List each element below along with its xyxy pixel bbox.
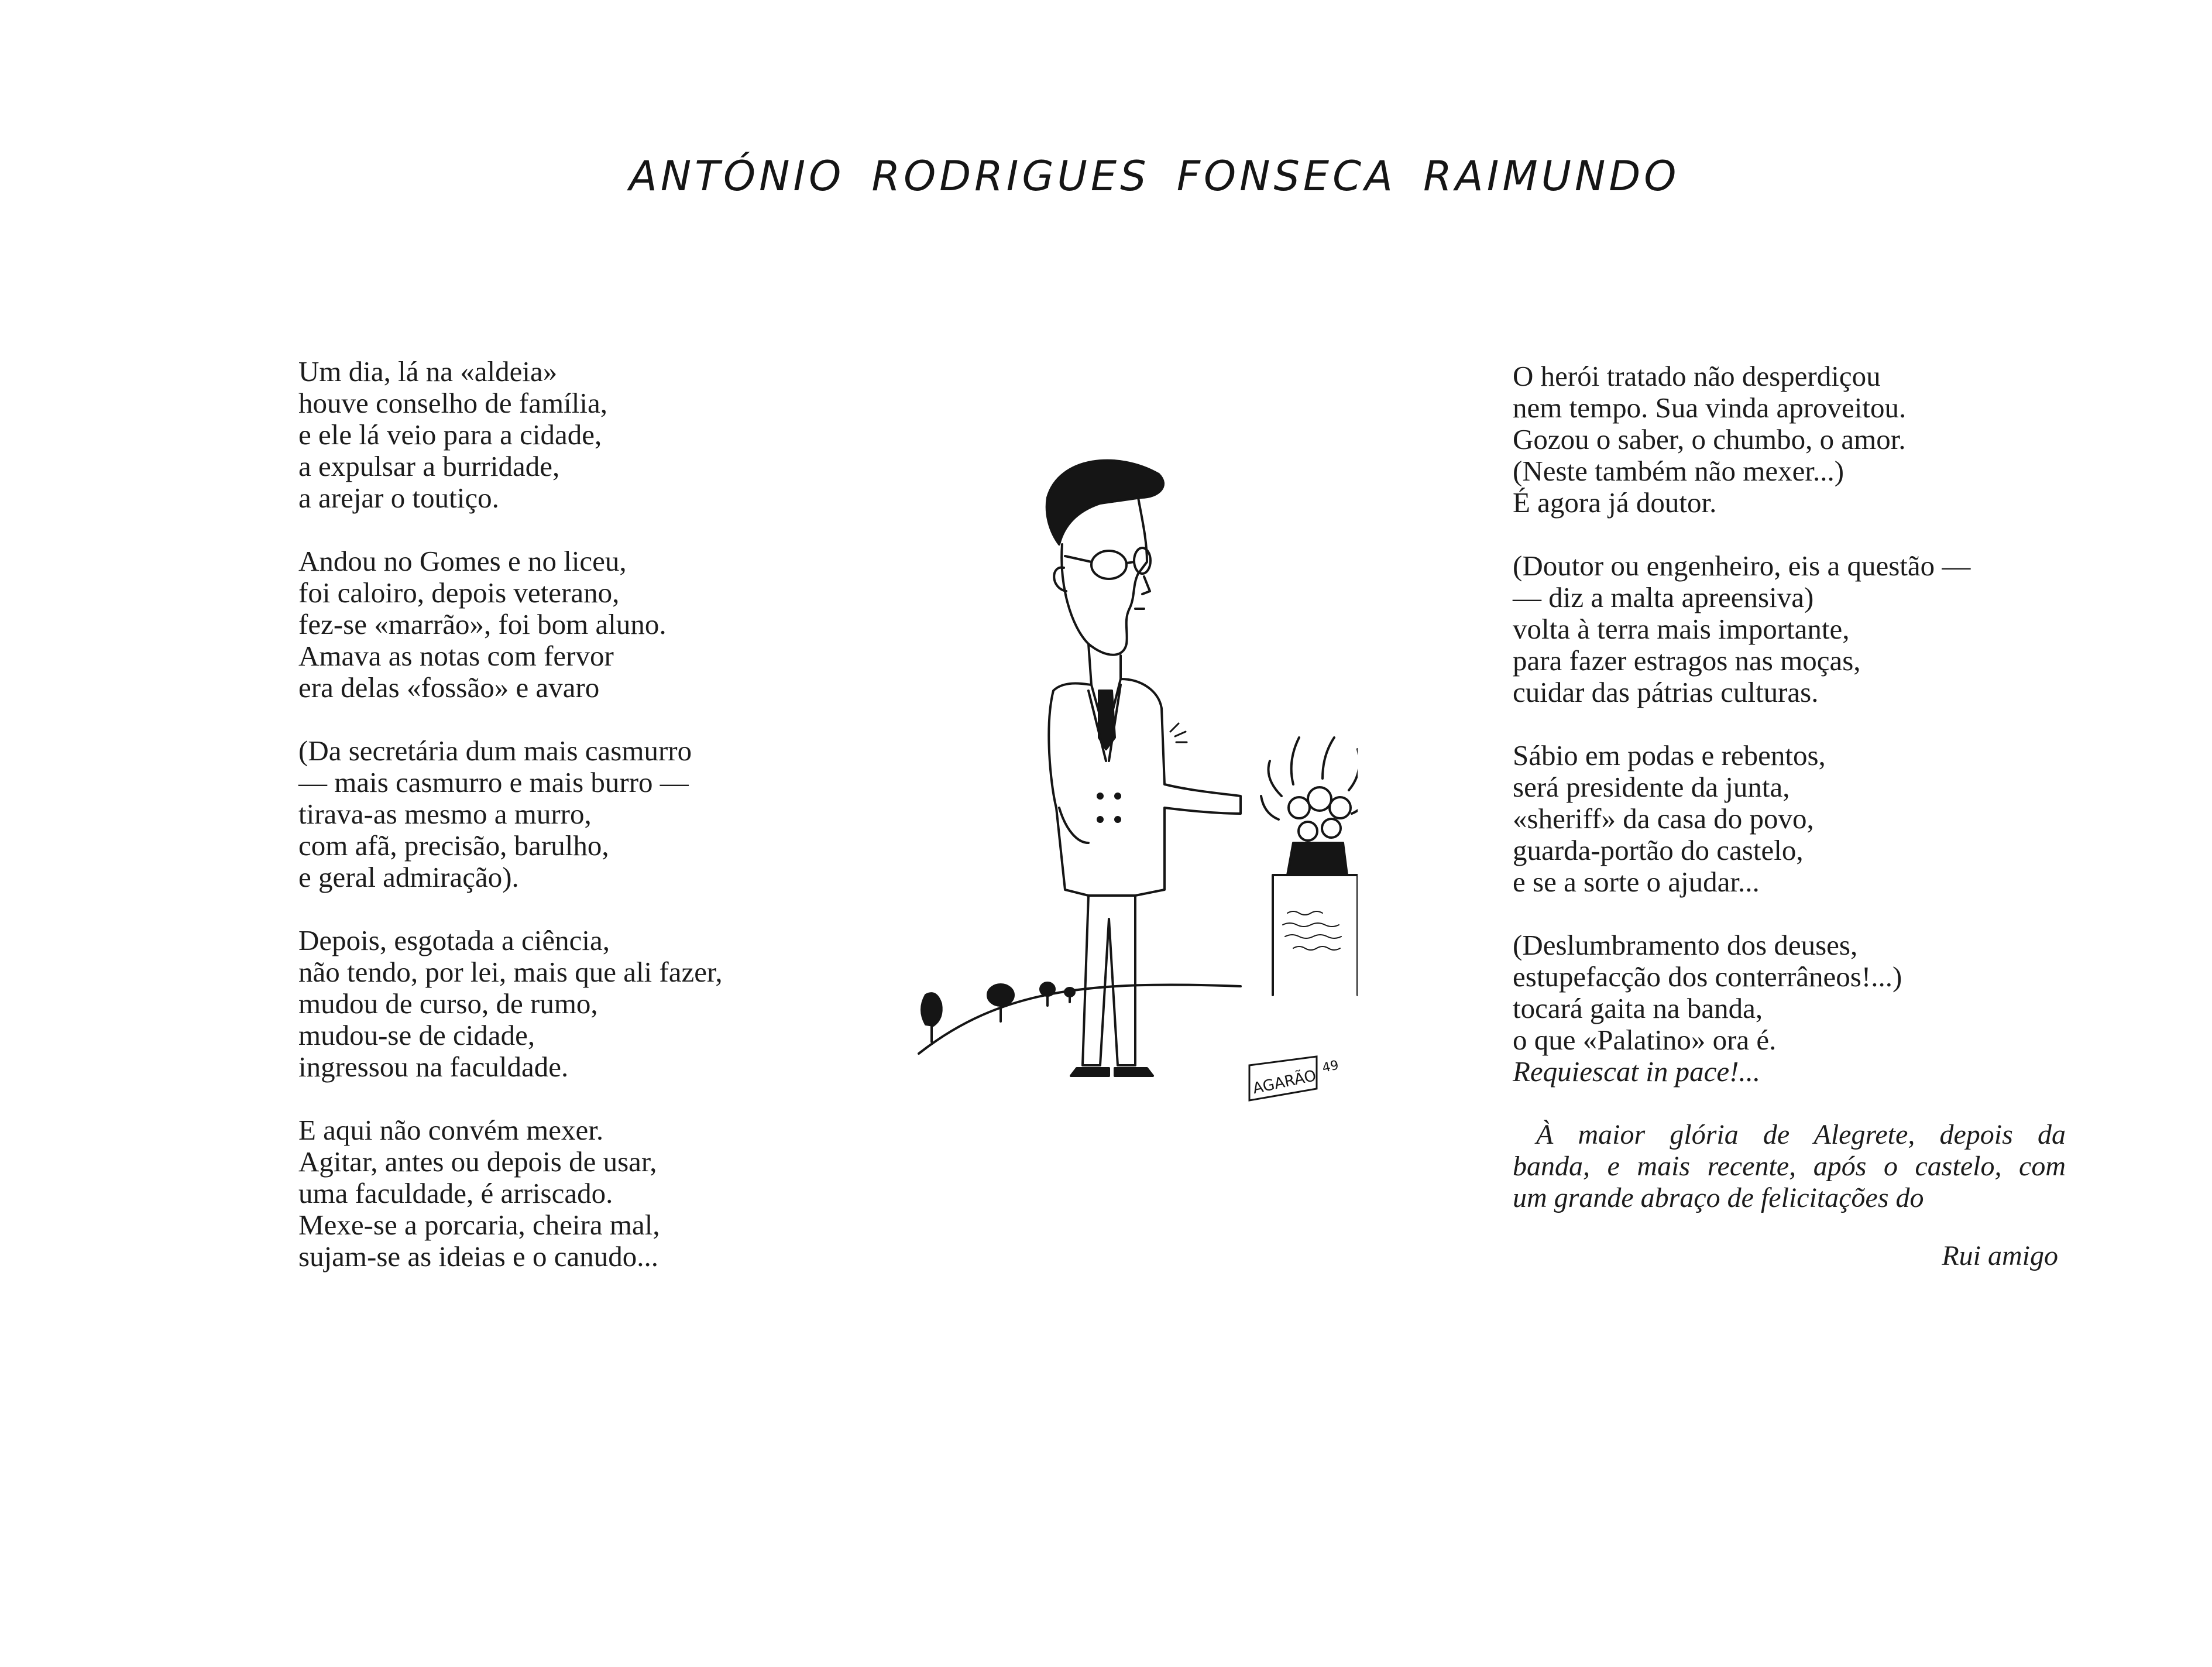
poem-line: houve conselho de família, [298, 387, 607, 419]
page-title: ANTÓNIO RODRIGUES FONSECA RAIMUNDO [629, 152, 1680, 200]
poem-line: guarda-portão do castelo, [1513, 834, 1804, 866]
poem-line: a expulsar a burridade, [298, 450, 560, 482]
tree-icon [922, 993, 942, 1042]
poem-line: tirava-as mesmo a murro, [298, 798, 592, 830]
poem-line: E aqui não convém mexer. [298, 1114, 604, 1146]
author-signature: Rui amigo [1942, 1240, 2058, 1271]
artist-signature-text: AGARÃO [1251, 1067, 1318, 1098]
stanza [1513, 929, 2098, 1088]
dedication-line: À maior glória de Alegrete, depois da [1536, 1119, 2066, 1150]
poem-line: volta à terra mais importante, [1513, 613, 1850, 645]
hair [1047, 461, 1163, 544]
poem-line: mudou de curso, de rumo, [298, 987, 598, 1020]
stanza [1513, 361, 2098, 519]
poem-line: «sheriff» da casa do povo, [1513, 802, 1814, 835]
poem-line: Agitar, antes ou depois de usar, [298, 1145, 657, 1178]
poem-line: Andou no Gomes e no liceu, [298, 545, 627, 577]
poem-line: não tendo, por lei, mais que ali fazer, [298, 956, 723, 988]
poem-line: Depois, esgotada a ciência, [298, 924, 610, 956]
poem-line: Um dia, lá na «aldeia» [298, 355, 558, 387]
stanza [298, 925, 825, 1083]
poem-left-column [298, 356, 825, 1304]
face [1062, 498, 1147, 655]
flower-pot [1261, 738, 1358, 875]
stanza [298, 546, 825, 704]
stanza [1513, 740, 2098, 898]
poem-line-requiescat: Requiescat in pace!... [1513, 1055, 1761, 1088]
poem-line: e ele lá veio para a cidade, [298, 419, 602, 451]
poem-line: Sábio em podas e rebentos, [1513, 739, 1826, 771]
poem-line: mudou-se de cidade, [298, 1019, 535, 1051]
trousers [1083, 896, 1135, 1065]
poem-line: será presidente da junta, [1513, 771, 1790, 803]
stanza [298, 735, 825, 893]
stanza [298, 356, 825, 514]
poem-line: uma faculdade, é arriscado. [298, 1177, 613, 1209]
poem-line: com afã, precisão, barulho, [298, 829, 609, 862]
poem-line: e se a sorte o ajudar... [1513, 866, 1760, 898]
tree-icon [1065, 988, 1074, 1002]
poem-line: O herói tratado não desperdiçou [1513, 360, 1881, 392]
poem-line: Gozou o saber, o chumbo, o amor. [1513, 423, 1906, 455]
tree-icon [1040, 983, 1055, 1006]
poem-line: (Deslumbramento dos deuses, [1513, 929, 1858, 961]
poem-line: o que «Palatino» ora é. [1513, 1024, 1777, 1056]
poem-line: cuidar das pátrias culturas. [1513, 676, 1819, 708]
poem-line: nem tempo. Sua vinda aproveitou. [1513, 392, 1907, 424]
poem-line: (Doutor ou engenheiro, eis a questão — [1513, 550, 1971, 582]
poem-line: — diz a malta apreensiva) [1513, 581, 1814, 613]
poem-line: ingressou na faculdade. [298, 1051, 569, 1083]
poem-line: — mais casmurro e mais burro — [298, 766, 689, 798]
dedication [1513, 1119, 2098, 1214]
poem-line: e geral admiração). [298, 861, 519, 893]
stanza [298, 1114, 825, 1272]
artist-signature-year: 49 [1321, 1058, 1340, 1076]
dedication-line: banda, e mais recente, após o castelo, com [1513, 1151, 2066, 1182]
poem-line: tocará gaita na banda, [1513, 992, 1763, 1024]
poem-line: a arejar o toutiço. [298, 482, 499, 514]
poem-line: Amava as notas com fervor [298, 640, 614, 672]
poem-line: sujam-se as ideias e o canudo... [298, 1240, 659, 1272]
ground-line [919, 985, 1241, 1054]
poem-line: para fazer estragos nas moças, [1513, 644, 1861, 677]
poem-line: Mexe-se a porcaria, cheira mal, [298, 1209, 660, 1241]
poem-line: estupefacção dos conterrâneos!...) [1513, 961, 1902, 993]
inscription-scribble [1283, 911, 1341, 950]
poem-line: É agora já doutor. [1513, 486, 1717, 519]
poem-line: era delas «fossão» e avaro [298, 671, 600, 704]
shoes [1071, 1068, 1153, 1076]
stanza [1513, 550, 2098, 708]
suit [1049, 679, 1241, 896]
poem-line: foi caloiro, depois veterano, [298, 577, 620, 609]
caricature-illustration [913, 433, 1358, 1136]
poem-line: (Da secretária dum mais casmurro [298, 735, 692, 767]
poem-right-column [1513, 361, 2098, 1214]
poem-line: fez-se «marrão», foi bom aluno. [298, 608, 667, 640]
tree-icon [988, 985, 1014, 1021]
poem-line: (Neste também não mexer...) [1513, 455, 1845, 487]
dedication-line: um grande abraço de felicitações do [1513, 1182, 1924, 1213]
